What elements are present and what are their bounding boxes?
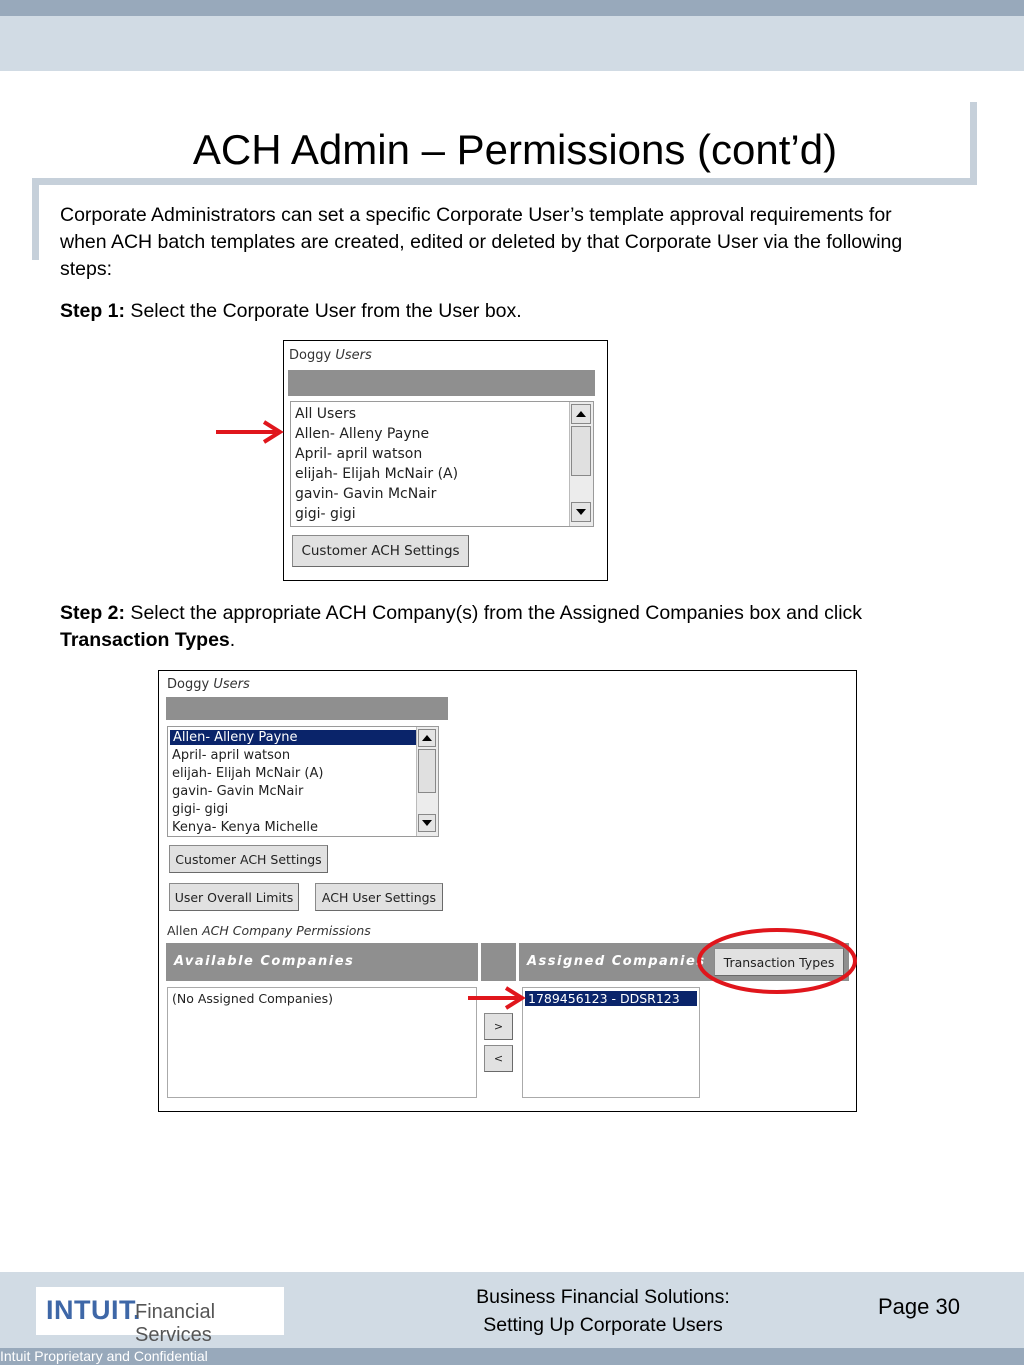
intuit-logo — [36, 1287, 284, 1346]
user-overall-limits-button[interactable]: User Overall Limits — [169, 883, 299, 911]
list-item-selected[interactable]: Allen- Alleny Payne — [170, 730, 416, 745]
company-permissions-screenshot — [158, 670, 857, 1112]
intro-paragraph: Corporate Administrators can set a specific Corporate User’s template approval requirements for when ACH batch templates are created, edited or deleted by that Corporate User via the following steps: — [60, 204, 903, 280]
footer-line-2: Setting Up Corporate Users — [483, 1314, 723, 1336]
confidentiality-notice: Intuit Proprietary and Confidential — [0, 1348, 208, 1364]
scroll-up-button[interactable] — [571, 404, 591, 424]
list-item-selected[interactable]: 1789456123 - DDSR123 — [525, 991, 697, 1006]
top-band — [0, 16, 1024, 71]
available-companies-list[interactable] — [167, 987, 477, 1098]
user-listbox[interactable] — [167, 726, 439, 837]
pointer-arrow-icon — [466, 985, 528, 1011]
list-item[interactable]: gavin- Gavin McNair — [172, 784, 304, 799]
logo-brand: INTUIT. — [46, 1295, 141, 1325]
scrollbar[interactable] — [569, 402, 593, 526]
list-item[interactable]: elijah- Elijah McNair (A) — [295, 466, 459, 482]
users-header-bar — [288, 370, 595, 396]
assigned-companies-header: Assigned Companies — [519, 943, 849, 981]
list-item: (No Assigned Companies) — [172, 991, 333, 1006]
scroll-up-button[interactable] — [418, 729, 436, 747]
list-item[interactable]: April- april watson — [295, 446, 423, 462]
assigned-companies-list[interactable] — [522, 987, 700, 1098]
list-item[interactable]: gigi- gigi — [172, 802, 229, 817]
users-heading: Doggy Users — [167, 677, 250, 692]
slide-title: ACH Admin – Permissions (cont’d) — [192, 126, 838, 173]
list-item[interactable]: elijah- Elijah McNair (A) — [172, 766, 324, 781]
list-item[interactable]: April- april watson — [172, 748, 291, 763]
list-item[interactable]: gigi- gigi — [295, 506, 356, 522]
user-listbox[interactable] — [290, 401, 594, 527]
page-number: Page 30 — [878, 1294, 960, 1319]
step-2 — [60, 600, 960, 654]
ach-user-settings-button[interactable]: ACH User Settings — [315, 883, 443, 911]
user-select-screenshot — [283, 340, 608, 581]
step-2-label: Step 2: — [60, 602, 126, 624]
step-1-text: Select the Corporate User from the User box. — [125, 300, 522, 322]
scroll-down-button[interactable] — [571, 502, 591, 522]
step-1-label: Step 1: — [60, 300, 126, 322]
highlight-circle-icon — [694, 925, 860, 997]
permissions-heading: Allen ACH Company Permissions — [167, 923, 371, 938]
users-heading: Doggy Users — [289, 348, 372, 363]
list-item[interactable]: Kenya- Kenya Michelle — [172, 820, 318, 835]
customer-ach-settings-button[interactable]: Customer ACH Settings — [169, 845, 328, 873]
list-item[interactable]: Allen- Alleny Payne — [295, 426, 430, 442]
footer-line-1: Business Financial Solutions: — [476, 1286, 730, 1308]
users-header-bar — [166, 697, 448, 720]
available-companies-header: Available Companies — [166, 943, 478, 981]
customer-ach-settings-button[interactable]: Customer ACH Settings — [292, 535, 469, 567]
chevron-up-icon — [576, 411, 586, 417]
step-2-end: . — [229, 629, 236, 651]
scroll-thumb[interactable] — [571, 426, 591, 476]
list-item[interactable]: All Users — [295, 406, 357, 422]
scroll-down-button[interactable] — [418, 814, 436, 832]
chevron-down-icon — [576, 509, 586, 515]
chevron-up-icon — [422, 735, 432, 741]
top-strip — [0, 0, 1024, 16]
scroll-thumb[interactable] — [418, 749, 436, 793]
transaction-types-button[interactable]: Transaction Types — [714, 948, 844, 976]
move-right-button[interactable]: > — [484, 1013, 513, 1040]
step-2-text: Select the appropriate ACH Company(s) from the Assigned Companies box and click — [125, 602, 863, 624]
footer-caption — [430, 1283, 776, 1339]
scrollbar[interactable] — [416, 727, 438, 836]
step-2-bold: Transaction Types — [60, 629, 230, 651]
step-1 — [60, 298, 960, 325]
title-frame — [32, 178, 39, 260]
logo-subtitle: Financial Services — [135, 1301, 216, 1346]
title-frame — [32, 178, 977, 185]
move-left-button[interactable]: < — [484, 1045, 513, 1072]
pointer-arrow-icon — [214, 419, 286, 445]
chevron-down-icon — [422, 820, 432, 826]
header-spacer — [481, 943, 516, 981]
list-item[interactable]: gavin- Gavin McNair — [295, 486, 437, 502]
